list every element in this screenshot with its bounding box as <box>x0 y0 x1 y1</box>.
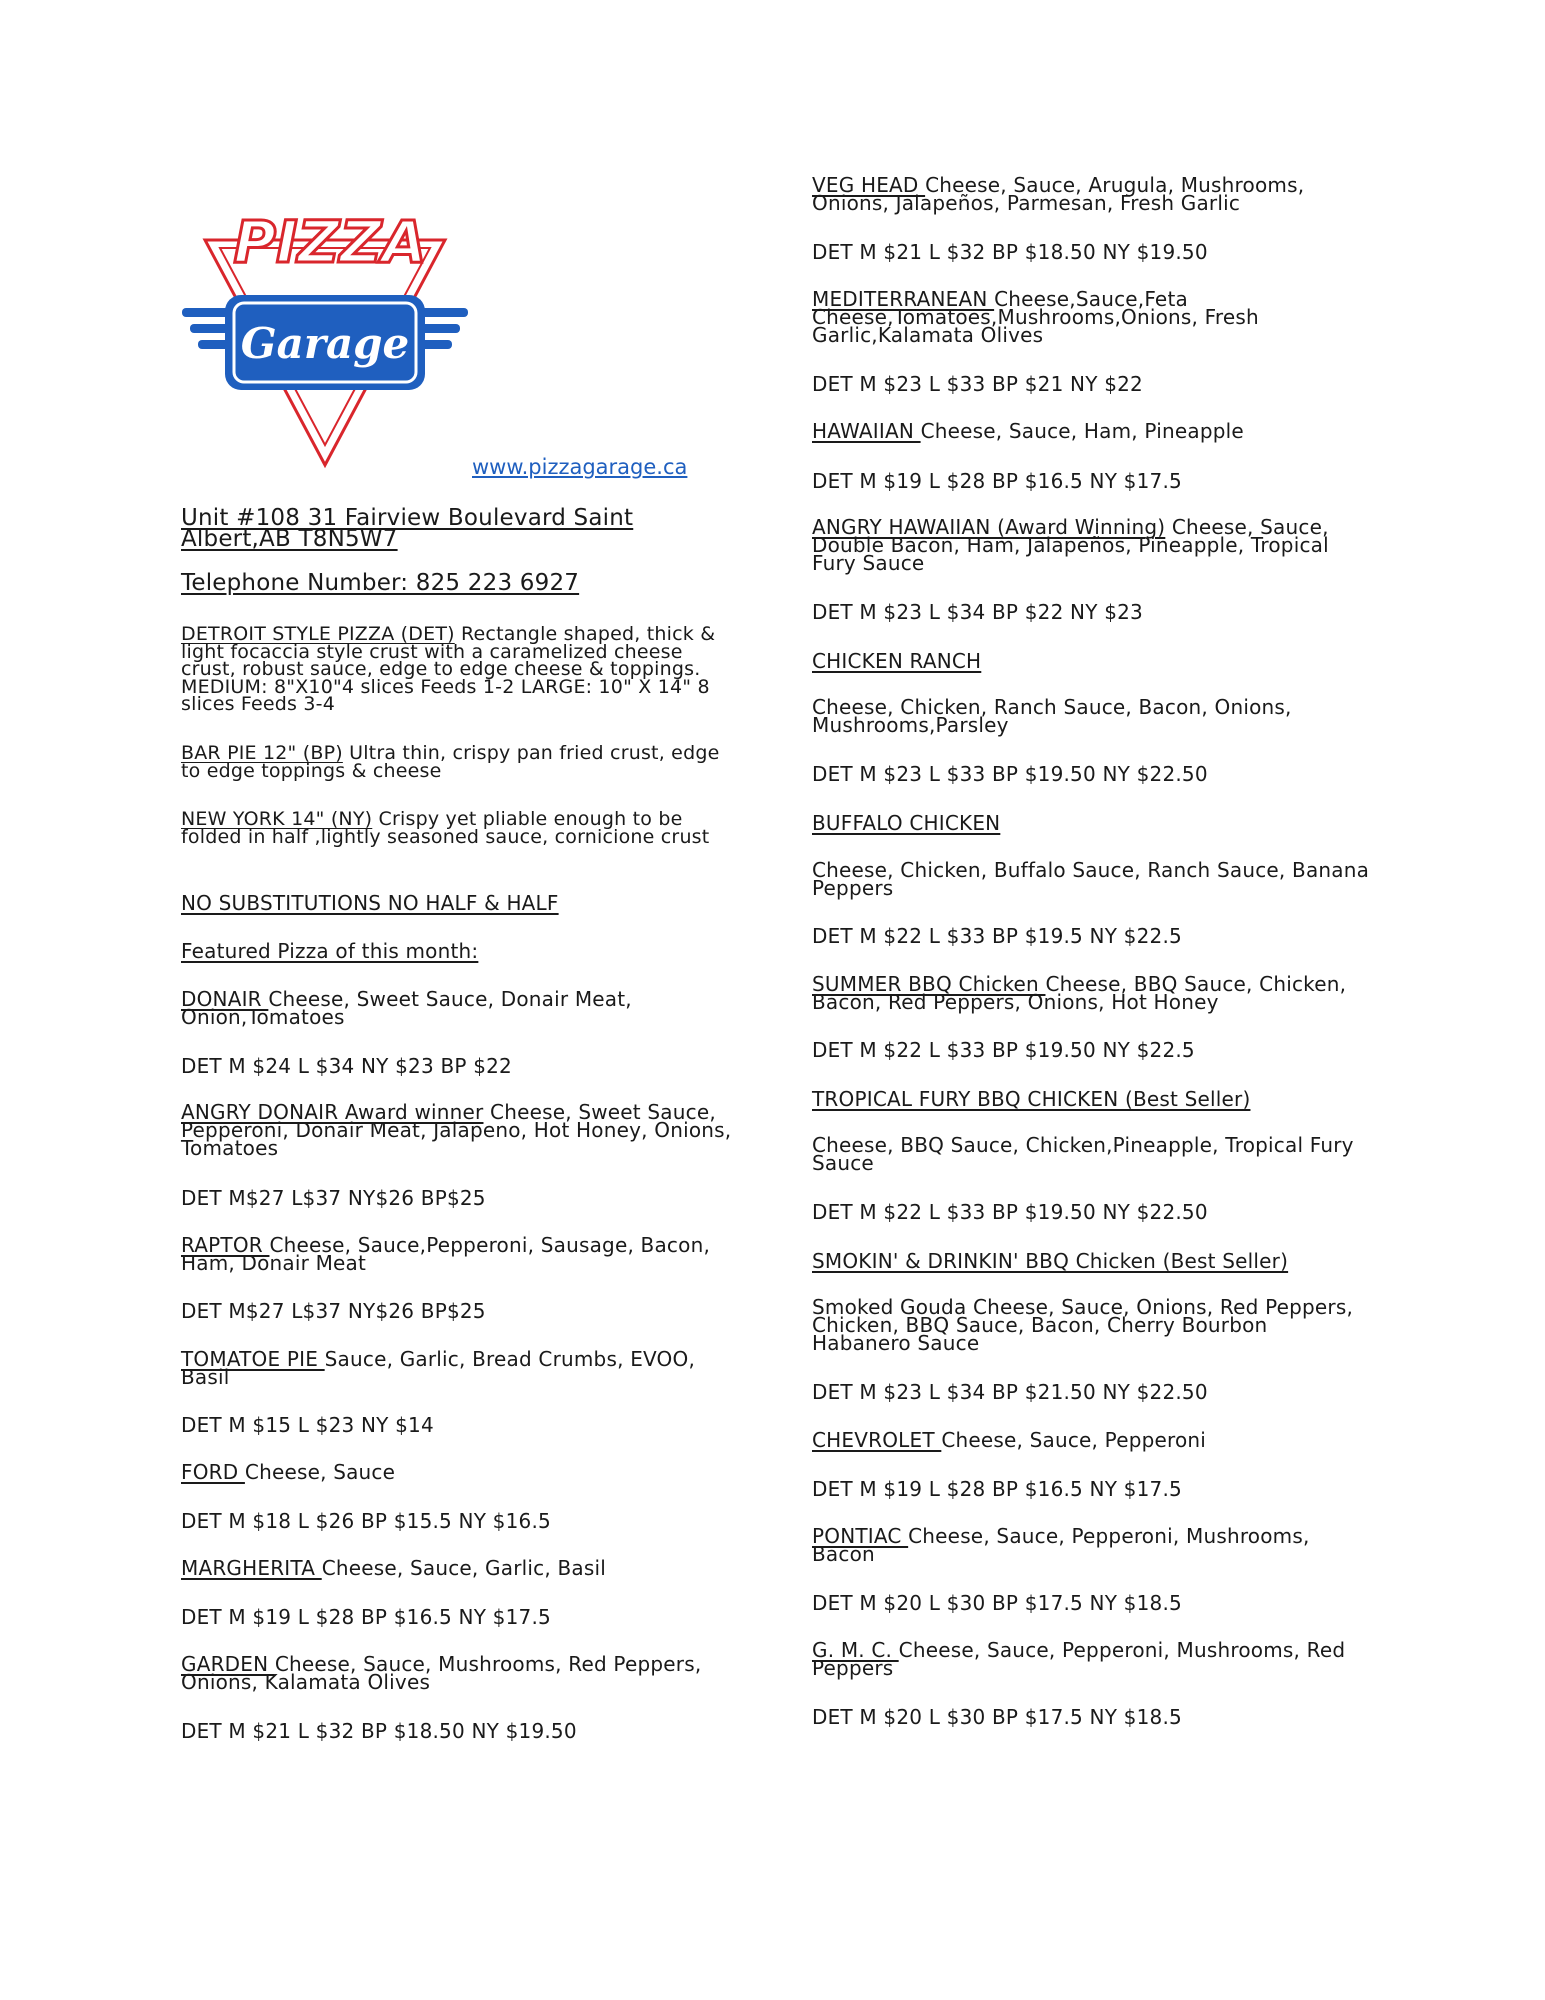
price-line: DET M $21 L $32 BP $18.50 NY $19.50 <box>812 240 1208 264</box>
price-line: DET M$27 L$37 NY$26 BP$25 <box>181 1299 486 1323</box>
pizza-name: SUMMER BBQ Chicken <box>812 972 1046 996</box>
menu-item <box>812 1524 1372 1566</box>
price-line: DET M $19 L $28 BP $16.5 NY $17.5 <box>181 1605 551 1629</box>
pizza-name: RAPTOR <box>181 1233 270 1257</box>
price-line: DET M $22 L $33 BP $19.50 NY $22.5 <box>812 1038 1195 1062</box>
pizza-desc: Cheese, Sauce, Double Bacon, Ham, Jalapeños, Pineapple, Tropical Fury Sauce <box>812 515 1329 575</box>
pizza-desc: Cheese, Sauce, Arugula, Mushrooms, Onions, Jalapeños, Parmesan, Fresh Garlic <box>812 173 1305 215</box>
price-line: DET M $23 L $34 BP $22 NY $23 <box>812 600 1143 624</box>
pizza-desc: Cheese, BBQ Sauce, Chicken, Bacon, Red Peppers, Onions, Hot Honey <box>812 972 1347 1014</box>
pizza-name: PONTIAC <box>812 1524 909 1548</box>
pizza-desc: Cheese, Sweet Sauce, Donair Meat, Onion,Tomatoes <box>181 987 632 1029</box>
menu-item <box>812 972 1372 1014</box>
address: Unit #108 31 Fairview Boulevard Saint Albert,AB T8N5W7 <box>181 505 634 552</box>
pizza-desc: Cheese, Sweet Sauce, Pepperoni, Donair Meat, Jalapeno, Hot Honey, Onions, Tomatoes <box>181 1100 732 1160</box>
style-name: BAR PIE 12" (BP) <box>181 742 343 764</box>
menu-item <box>181 1556 741 1580</box>
style-description <box>181 808 741 848</box>
pizza-name: MARGHERITA <box>181 1556 322 1580</box>
pizza-name: ANGRY DONAIR Award winner <box>181 1100 484 1124</box>
price-line: DET M $19 L $28 BP $16.5 NY $17.5 <box>812 469 1182 493</box>
pizza-name: VEG HEAD <box>812 173 926 197</box>
menu-item <box>181 1652 741 1694</box>
pizza-name: FORD <box>181 1460 245 1484</box>
menu-item <box>181 1100 741 1160</box>
menu-item <box>812 287 1372 347</box>
price-line: DET M $21 L $32 BP $18.50 NY $19.50 <box>181 1719 577 1743</box>
style-desc: Crispy yet pliable enough to be folded in half ,lightly seasoned sauce, cornicione crust <box>181 808 710 848</box>
price-line: DET M $23 L $34 BP $21.50 NY $22.50 <box>812 1380 1208 1404</box>
pizza-name: CHICKEN RANCH <box>812 649 982 673</box>
price-line: DET M $15 L $23 NY $14 <box>181 1413 434 1437</box>
pizza-desc: Cheese, Sauce, Garlic, Basil <box>321 1556 606 1580</box>
pizza-garage-logo <box>180 200 470 480</box>
price-line: DET M $24 L $34 NY $23 BP $22 <box>181 1054 512 1078</box>
pizza-name: SMOKIN' & DRINKIN' BBQ Chicken (Best Seller) <box>812 1249 1289 1273</box>
telephone: Telephone Number: 825 223 6927 <box>181 570 580 596</box>
menu-item <box>812 1638 1372 1680</box>
price-line: DET M $18 L $26 BP $15.5 NY $16.5 <box>181 1509 551 1533</box>
price-line: DET M $20 L $30 BP $17.5 NY $18.5 <box>812 1705 1182 1729</box>
pizza-desc: Cheese, Sauce, Pepperoni, Mushrooms, Bacon <box>812 1524 1310 1566</box>
pizza-name: HAWAIIAN <box>812 419 921 443</box>
featured-heading: Featured Pizza of this month: <box>181 939 479 963</box>
price-line: DET M $22 L $33 BP $19.50 NY $22.50 <box>812 1200 1208 1224</box>
pizza-desc: Cheese, Chicken, Ranch Sauce, Bacon, Onions, Mushrooms,Parsley <box>812 695 1292 737</box>
pizza-name: MEDITERRANEAN <box>812 287 995 311</box>
style-desc: Ultra thin, crispy pan fried crust, edge to edge toppings & cheese <box>181 742 720 782</box>
pizza-desc: Smoked Gouda Cheese, Sauce, Onions, Red Peppers, Chicken, BBQ Sauce, Bacon, Cherry Bourbon Habanero Sauce <box>812 1295 1354 1355</box>
price-line: DET M$27 L$37 NY$26 BP$25 <box>181 1186 486 1210</box>
pizza-desc: Cheese, Sauce <box>244 1460 396 1484</box>
pizza-name: CHEVROLET <box>812 1428 942 1452</box>
logo-garage-text: Garage <box>240 319 410 368</box>
pizza-name: TOMATOE PIE <box>181 1347 325 1371</box>
price-line: DET M $19 L $28 BP $16.5 NY $17.5 <box>812 1477 1182 1501</box>
pizza-desc: Cheese, Sauce, Ham, Pineapple <box>920 419 1244 443</box>
pizza-desc: Cheese, Sauce, Mushrooms, Red Peppers, Onions, Kalamata Olives <box>181 1652 702 1694</box>
menu-item <box>812 515 1372 575</box>
pizza-name: TROPICAL FURY BBQ CHICKEN (Best Seller) <box>812 1087 1251 1111</box>
price-line: DET M $23 L $33 BP $19.50 NY $22.50 <box>812 762 1208 786</box>
pizza-desc: Sauce, Garlic, Bread Crumbs, EVOO, Basil <box>181 1347 696 1389</box>
price-line: DET M $20 L $30 BP $17.5 NY $18.5 <box>812 1591 1182 1615</box>
pizza-name: BUFFALO CHICKEN <box>812 811 1001 835</box>
style-description <box>181 742 741 782</box>
menu-item <box>181 1233 741 1275</box>
menu-item <box>812 1428 1372 1452</box>
pizza-name: ANGRY HAWAIIAN (Award Winning) <box>812 515 1166 539</box>
logo-pizza-text: PIZZA <box>233 208 427 276</box>
pizza-desc: Cheese, Sauce, Pepperoni, Mushrooms, Red Peppers <box>812 1638 1346 1680</box>
style-desc: Rectangle shaped, thick & light focaccia style crust with a caramelized cheese crust, robust sauce, edge to edge cheese & toppings. MEDIUM: 8"X10"4 slices Feeds 1-2 LARGE: 10" X 14" 8 slices Feeds 3-4 <box>181 623 716 715</box>
pizza-desc: Cheese,Sauce,Feta Cheese,Tomatoes,Mushrooms,Onions, Fresh Garlic,Kalamata Olives <box>812 287 1259 347</box>
menu-item <box>181 1347 741 1389</box>
price-line: DET M $22 L $33 BP $19.5 NY $22.5 <box>812 924 1182 948</box>
style-name: NEW YORK 14" (NY) <box>181 808 373 830</box>
pizza-name: DONAIR <box>181 987 269 1011</box>
menu-item <box>181 1460 741 1484</box>
notice: NO SUBSTITUTIONS NO HALF & HALF <box>181 891 559 915</box>
menu-item <box>812 419 1372 443</box>
pizza-desc: Cheese, Chicken, Buffalo Sauce, Ranch Sauce, Banana Peppers <box>812 858 1370 900</box>
menu-item <box>812 173 1372 215</box>
menu-item <box>181 987 741 1029</box>
pizza-desc: Cheese, Sauce, Pepperoni <box>941 1428 1207 1452</box>
pizza-name: GARDEN <box>181 1652 275 1676</box>
pizza-name: G. M. C. <box>812 1638 899 1662</box>
style-name: DETROIT STYLE PIZZA (DET) <box>181 623 455 645</box>
style-description <box>181 623 741 715</box>
pizza-desc: Cheese, BBQ Sauce, Chicken,Pineapple, Tropical Fury Sauce <box>812 1133 1354 1175</box>
price-line: DET M $23 L $33 BP $21 NY $22 <box>812 372 1143 396</box>
pizza-desc: Cheese, Sauce,Pepperoni, Sausage, Bacon, Ham, Donair Meat <box>181 1233 711 1275</box>
website-link[interactable]: www.pizzagarage.ca <box>472 455 688 479</box>
